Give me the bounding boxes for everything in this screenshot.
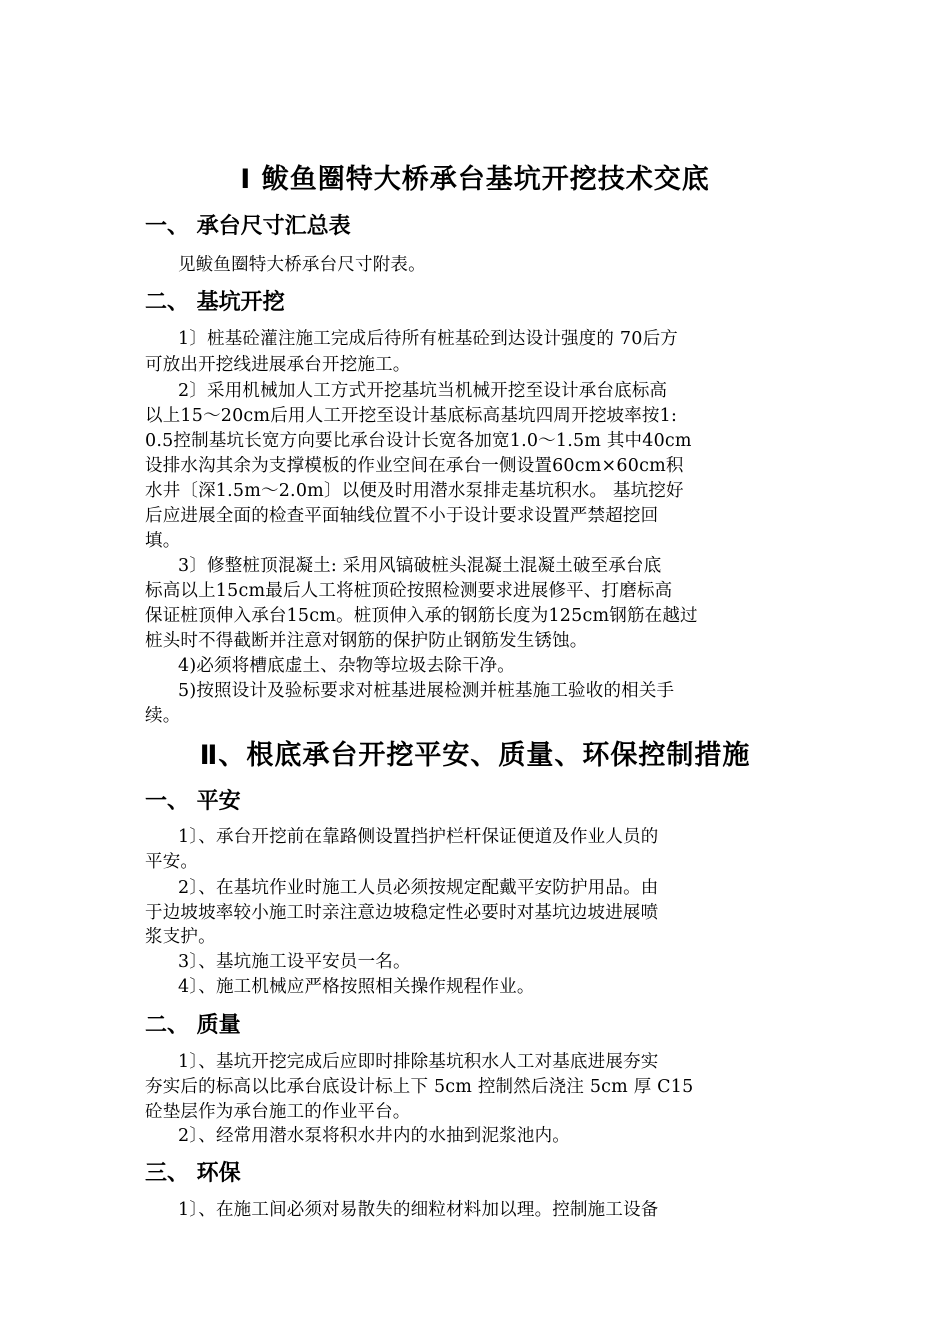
text-line: 5)按照设计及验标要求对桩基进展检测并桩基施工验收的相关手 [178,681,675,701]
text-line: 于边坡坡率较小施工时亲注意边坡稳定性必要时对基坑边坡进展喷 [145,903,659,923]
text-line: 4)必须将槽底虚土、杂物等垃圾去除干净。 [178,656,515,676]
text-line: 1〕、基坑开挖完成后应即时排除基坑积水人工对基底进展夯实 [178,1052,659,1072]
text-line: 填。 [145,531,181,551]
document-title: Ⅰ 鲅鱼圈特大桥承台基坑开挖技术交底 [240,164,710,195]
text-line: 平安。 [145,852,199,872]
section-heading-environment: 三、 环保 [145,1161,241,1186]
text-line: 1〕桩基砼灌注施工完成后待所有桩基砼到达设计强度的 70后方 [178,329,678,349]
text-line: 后应进展全面的检查平面轴线位置不小于设计要求设置严禁超挖回 [145,506,659,526]
section-heading-excavation: 二、 基坑开挖 [145,290,285,315]
section-heading-quality: 二、 质量 [145,1013,241,1038]
text-line: 保证桩顶伸入承台15cm。桩顶伸入承的钢筋长度为125cm钢筋在越过 [145,606,698,626]
text-line: 浆支护。 [145,927,216,947]
paragraph-dimensions: 见鲅鱼圈特大桥承台尺寸附表。 [178,255,426,275]
text-line: 1〕、在施工间必须对易散失的细粒材料加以理。控制施工设备 [178,1200,659,1220]
text-line: 标高以上15cm最后人工将桩顶砼按照检测要求进展修平、打磨标高 [145,581,673,601]
text-line: 续。 [145,706,181,726]
text-line: 2〕、在基坑作业时施工人员必须按规定配戴平安防护用品。由 [178,878,659,898]
text-line: 夯实后的标高以比承台底设计标上下 5cm 控制然后浇注 5cm 厚 C15 [145,1077,694,1097]
section-heading-safety: 一、 平安 [145,789,241,814]
text-line: 2〕、经常用潜水泵将积水井内的水抽到泥浆池内。 [178,1126,570,1146]
text-line: 0.5控制基坑长宽方向要比承台设计长宽各加宽1.0～1.5m 其中40cm [145,431,692,451]
text-line: 1〕、承台开挖前在靠路侧设置挡护栏杆保证便道及作业人员的 [178,827,659,847]
document-subtitle: Ⅱ、根底承台开挖平安、质量、环保控制措施 [199,740,751,771]
text-line: 水井〔深1.5m～2.0m〕以便及时用潜水泵排走基坑积水。 基坑挖好 [145,481,684,501]
text-line: 以上15～20cm后用人工开挖至设计基底标高基坑四周开挖坡率按1: [145,406,678,426]
text-line: 可放出开挖线进展承台开挖施工。 [145,355,411,375]
text-line: 设排水沟其余为支撑模板的作业空间在承台一侧设置60cm×60cm积 [145,456,684,476]
text-line: 4〕、施工机械应严格按照相关操作规程作业。 [178,977,535,997]
text-line: 3〕、基坑施工设平安员一名。 [178,952,411,972]
text-line: 桩头时不得截断并注意对钢筋的保护防止钢筋发生锈蚀。 [145,631,588,651]
text-line: 3〕修整桩顶混凝土: 采用风镐破桩头混凝土混凝土破至承台底 [178,556,662,576]
text-line: 砼垫层作为承台施工的作业平台。 [145,1102,411,1122]
section-heading-dimensions: 一、 承台尺寸汇总表 [145,214,351,239]
text-line: 2〕采用机械加人工方式开挖基坑当机械开挖至设计承台底标高 [178,381,668,401]
